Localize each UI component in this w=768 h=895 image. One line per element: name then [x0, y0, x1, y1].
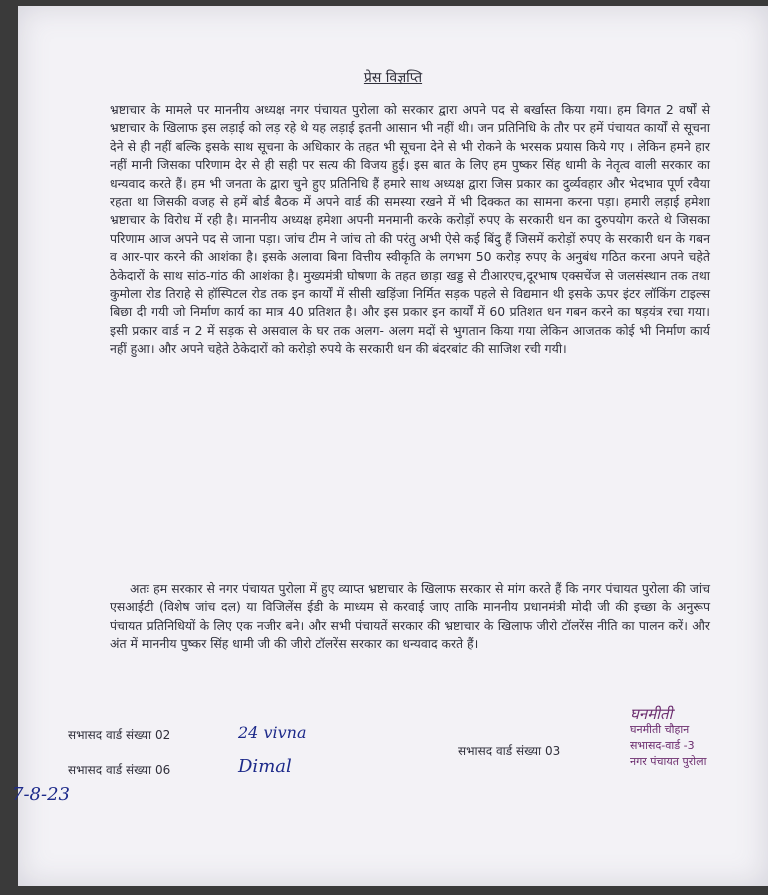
handwritten-signature-ward-02: 24 vivna [238, 723, 307, 742]
signature-label-ward-02: सभासद वार्ड संख्या 02 [68, 728, 171, 742]
handwritten-signature-ward-03: घनमीती [630, 705, 673, 723]
signature-label-ward-06: सभासद वार्ड संख्या 06 [68, 763, 171, 777]
body-paragraph-2: अतः हम सरकार से नगर पंचायत पुरोला में हुए व्याप्त भ्रष्टाचार के खिलाफ सरकार से मांग करते हैं कि नगर पंचायत पुरोला की जांच एसआईटी (विशेष जांच दल) या विजिलेंस ईडी के माध्यम से करवाई जाए ताकि माननीय प्रधानमंत्री मोदी जी की इच्छा के अनुरूप पंचायत प्रतिनिधियों के लिए एक नजीर बने। और सभी पंचायतें सरकार की भ्रष्टाचार के खिलाफ जीरो टॉलरेंस नीति का पालन करें। और अंत में माननीय पुष्कर सिंह धामी जी की जीरो टॉलरेंस सरकार का धन्यवाद करते हैं। [110, 581, 710, 652]
stamp-name: घनमीती चौहान [630, 723, 690, 736]
body-paragraph-1: भ्रष्टाचार के मामले पर माननीय अध्यक्ष नगर पंचायत पुरोला को सरकार द्वारा अपने पद से बर्खास्त किया गया। हम विगत 2 वर्षों से भ्रष्टाचार के खिलाफ इस लड़ाई को लड़ रहे थे यह लड़ाई इतनी आसान भी नहीं थी। जन प्रतिनिधि के तौर पर हमें पंचायत कार्यों से सूचना देने से ही नहीं बल्कि इसके साथ सूचना के अधिकार के तहत भी सूचना देने से भी रोकने के भरसक प्रयास किये गए । लेकिन हमने हार नहीं मानी जिसका परिणाम देर से ही सही पर सत्य की विजय हुई। इस बात के लिए हम पुष्कर सिंह धामी के नेतृत्व वाली सरकार का धन्यवाद करते हैं। हम भी जनता के द्वारा चुने हुए प्रतिनिधि हैं हमारे साथ अध्यक्ष द्वारा जिस प्रकार का दुर्व्यवहार और भेदभाव पूर्ण रवैया रहता था जिसकी वजह से हमें बोर्ड बैठक में अपने वार्ड की समस्या रखने में भी दिक्कत का सामना करना पड़ा। हमारी लड़ाई हमेशा भ्रष्टाचार के विरोध में रही है। माननीय अध्यक्ष हमेशा अपनी मनमानी करके करोड़ों रुपए के सरकारी धन का दुरुपयोग करते थे जिसका परिणाम आज अपने पद से जाना पड़ा। जांच टीम ने जांच तो की परंतु अभी ऐसे कई बिंदु हैं जिसमें करोड़ों रुपए के सरकारी धन के गबन व आर-पार करने की आशंका है। इसके अलावा बिना वित्तीय स्वीकृति के लगभग 50 करोड़ रुपए के अनुबंध गठित करना अपने चहेते ठेकेदारों के साथ सांठ-गांठ की आशंका है। मुख्यमंत्री घोषणा के तहत छाड़ा खड्ड से टीआरएच,दूरभाष एक्सचेंज से जलसंस्थान तक तथा कुमोला रोड तिराहे से हॉस्पिटल रोड तक इन कार्यों में सीसी खड़िंजा निर्मित सड़क पहले से विद्यमान थी इसके ऊपर इंटर लॉकिंग टाइल्स बिछा दी गयी जो निर्माण कार्य का मात्र 40 प्रतिशत है। और इस प्रकार इन कार्यों में 60 प्रतिशत धन गबन करने का षड़यंत्र रचा गया। इसी प्रकार वार्ड न 2 में सड़क से असवाल के घर तक अलग- अलग मदों से भुगतान किया गया लेकिन आजतक कोई भी निर्माण कार्य नहीं हुआ। और अपने चहेते ठेकेदारों को करोड़ो रुपये के सरकारी धन की बंदरबांट की साजिश रची गयी। [110, 102, 710, 357]
signature-label-ward-03: सभासद वार्ड संख्या 03 [458, 744, 561, 758]
stamp-designation: सभासद-वार्ड -3 [630, 739, 695, 752]
press-release-title: प्रेस विज्ञप्ति [363, 70, 423, 86]
handwritten-date: 7-8-23 [12, 784, 70, 805]
handwritten-signature-ward-06: Dimal [238, 756, 292, 777]
stamp-office: नगर पंचायत पुरोला [630, 755, 707, 768]
document-page [12, 6, 768, 886]
councillor-stamp [630, 706, 768, 770]
